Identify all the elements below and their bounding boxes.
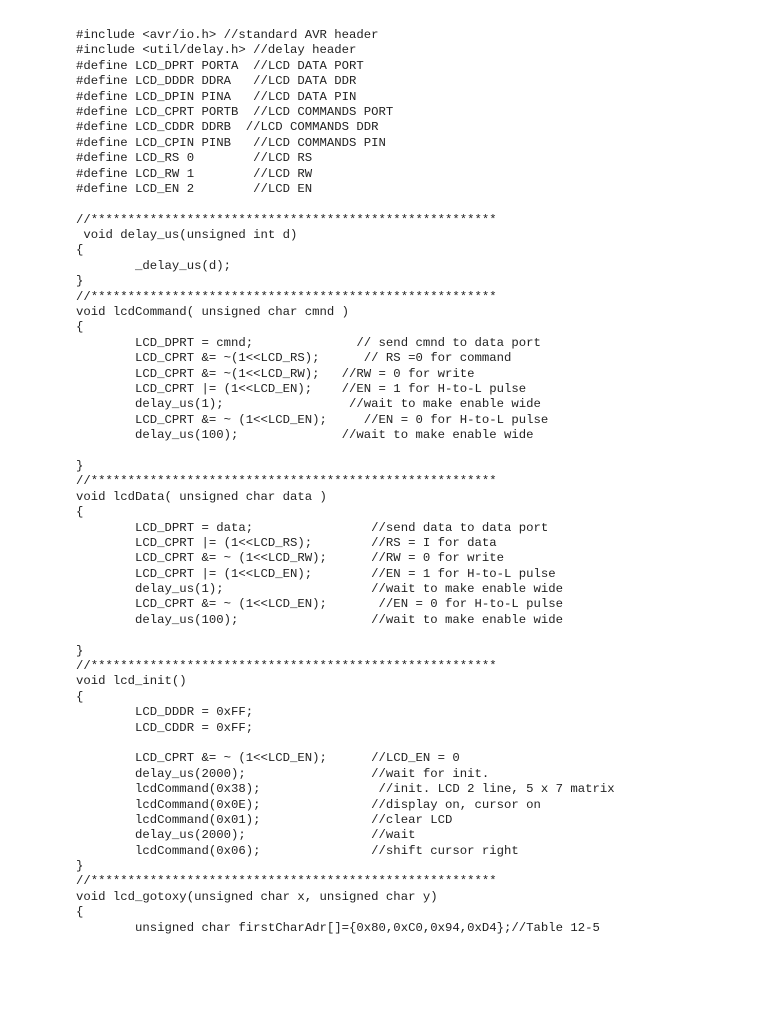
code-line: {	[76, 243, 84, 258]
code-line: //*******************************************************	[76, 289, 497, 304]
code-line	[76, 197, 615, 212]
code-line: LCD_CPRT &= ~ (1<<LCD_RW); //RW = 0 for write	[76, 551, 505, 566]
code-line: LCD_CPRT |= (1<<LCD_EN); //EN = 1 for H-to-L pulse	[76, 566, 556, 581]
code-line: _delay_us(d);	[76, 258, 231, 273]
code-line: void lcd_gotoxy(unsigned char x, unsigned char y)	[76, 889, 438, 904]
code-line: lcdCommand(0x38); //init. LCD 2 line, 5 x 7 matrix	[76, 782, 615, 797]
code-line: delay_us(100); //wait to make enable wide	[76, 612, 564, 627]
code-line: unsigned char firstCharAdr[]={0x80,0xC0,0x94,0xD4};//Table 12-5	[76, 920, 600, 935]
code-line: void lcdCommand( unsigned char cmnd )	[76, 305, 350, 320]
code-line: #define LCD_DPRT PORTA //LCD DATA PORT	[76, 58, 364, 73]
code-line: {	[76, 689, 84, 704]
code-line: }	[76, 643, 84, 658]
code-line: LCD_CPRT &= ~ (1<<LCD_EN); //EN = 0 for H-to-L pulse	[76, 597, 564, 612]
code-line: delay_us(1); //wait to make enable wide	[76, 582, 564, 597]
code-line: //*******************************************************	[76, 874, 497, 889]
code-line: lcdCommand(0x06); //shift cursor right	[76, 843, 519, 858]
code-line: #define LCD_RW 1 //LCD RW	[76, 166, 313, 181]
code-line: LCD_DPRT = data; //send data to data port	[76, 520, 549, 535]
code-line: {	[76, 505, 84, 520]
code-line: }	[76, 458, 84, 473]
code-line: #define LCD_CPRT PORTB //LCD COMMANDS PORT	[76, 104, 394, 119]
code-line	[76, 444, 615, 459]
code-line: LCD_CPRT |= (1<<LCD_EN); //EN = 1 for H-to-L pulse	[76, 381, 527, 396]
code-line	[76, 628, 615, 643]
code-line: //*******************************************************	[76, 474, 497, 489]
code-line: //*******************************************************	[76, 659, 497, 674]
code-line: void lcd_init()	[76, 674, 187, 689]
code-line: delay_us(1); //wait to make enable wide	[76, 397, 541, 412]
code-line: LCD_CPRT &= ~(1<<LCD_RW); //RW = 0 for write	[76, 366, 475, 381]
code-line: LCD_CPRT &= ~ (1<<LCD_EN); //EN = 0 for H-to-L pulse	[76, 412, 549, 427]
code-line: //*******************************************************	[76, 212, 497, 227]
code-line	[76, 736, 615, 751]
code-line: delay_us(2000); //wait	[76, 828, 416, 843]
code-line: void delay_us(unsigned int d)	[76, 228, 298, 243]
code-line: LCD_CPRT &= ~(1<<LCD_RS); // RS =0 for command	[76, 351, 512, 366]
code-line: delay_us(100); //wait to make enable wide	[76, 428, 534, 443]
code-line: #define LCD_EN 2 //LCD EN	[76, 181, 313, 196]
code-line: void lcdData( unsigned char data )	[76, 489, 327, 504]
code-line: LCD_CPRT |= (1<<LCD_RS); //RS = I for data	[76, 535, 497, 550]
code-line: #define LCD_CPIN PINB //LCD COMMANDS PIN	[76, 135, 386, 150]
code-line: #define LCD_DDDR DDRA //LCD DATA DDR	[76, 74, 357, 89]
code-line: lcdCommand(0x0E); //display on, cursor on	[76, 797, 541, 812]
code-line: #define LCD_CDDR DDRB //LCD COMMANDS DDR	[76, 120, 379, 135]
code-line: }	[76, 274, 84, 289]
code-line: LCD_DPRT = cmnd; // send cmnd to data port	[76, 335, 541, 350]
code-line: #define LCD_DPIN PINA //LCD DATA PIN	[76, 89, 357, 104]
code-line: #define LCD_RS 0 //LCD RS	[76, 151, 313, 166]
code-line: lcdCommand(0x01); //clear LCD	[76, 812, 453, 827]
code-line: LCD_DDDR = 0xFF;	[76, 705, 254, 720]
code-line: LCD_CPRT &= ~ (1<<LCD_EN); //LCD_EN = 0	[76, 751, 460, 766]
code-line: delay_us(2000); //wait for init.	[76, 766, 490, 781]
code-line: {	[76, 320, 84, 335]
code-line: LCD_CDDR = 0xFF;	[76, 720, 254, 735]
code-line: }	[76, 859, 84, 874]
code-line: {	[76, 905, 84, 920]
code-line: #include <util/delay.h> //delay header	[76, 43, 357, 58]
code-line: #include <avr/io.h> //standard AVR header	[76, 28, 379, 42]
code-listing	[76, 28, 615, 936]
